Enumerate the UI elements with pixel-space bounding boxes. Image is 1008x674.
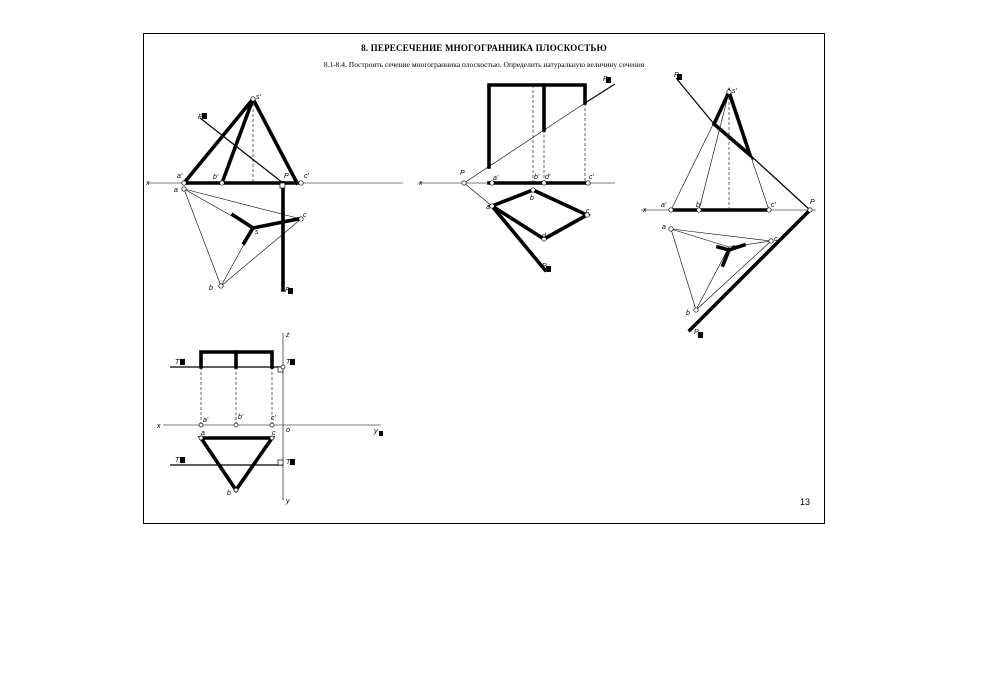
svg-text:b': b'	[696, 202, 702, 209]
page-title: 8. ПЕРЕСЕЧЕНИЕ МНОГОГРАННИКА ПЛОСКОСТЬЮ	[361, 43, 607, 53]
svg-text:P: P	[603, 76, 608, 83]
figure-8-2	[418, 76, 615, 272]
svg-text:b: b	[209, 285, 213, 292]
svg-text:a': a'	[493, 175, 499, 182]
svg-text:P: P	[674, 72, 679, 79]
svg-text:b': b'	[238, 414, 244, 421]
svg-text:P: P	[284, 173, 289, 180]
svg-text:P: P	[810, 199, 815, 206]
svg-text:x: x	[157, 423, 161, 430]
svg-text:o: o	[286, 427, 290, 434]
svg-text:c: c	[303, 212, 307, 219]
svg-text:b': b'	[534, 174, 540, 181]
svg-text:T: T	[286, 459, 291, 466]
svg-text:P: P	[285, 287, 290, 294]
svg-text:s: s	[255, 229, 259, 236]
svg-text:a: a	[662, 224, 666, 231]
svg-text:c: c	[272, 430, 276, 437]
page-number: 13	[799, 497, 810, 507]
svg-text:s': s'	[732, 88, 737, 95]
svg-text:b: b	[227, 490, 231, 497]
svg-text:T: T	[286, 359, 291, 366]
svg-text:a': a'	[661, 202, 667, 209]
svg-text:P: P	[460, 170, 465, 177]
svg-text:z: z	[286, 332, 290, 339]
svg-text:a: a	[486, 204, 490, 211]
svg-text:x: x	[419, 180, 423, 187]
svg-text:b: b	[686, 310, 690, 317]
svg-text:a: a	[174, 187, 178, 194]
svg-text:P: P	[198, 114, 203, 121]
svg-text:y: y	[374, 428, 378, 435]
svg-text:T: T	[175, 457, 180, 464]
figure-8-3	[641, 72, 816, 338]
svg-text:c': c'	[771, 202, 776, 209]
svg-text:a: a	[201, 430, 205, 437]
svg-text:s: s	[732, 244, 736, 251]
figure-8-4	[156, 332, 383, 505]
svg-text:d': d'	[545, 174, 551, 181]
x-label-fig1: x	[146, 180, 150, 187]
svg-text:T: T	[175, 359, 180, 366]
svg-text:a': a'	[203, 417, 209, 424]
svg-text:P: P	[694, 329, 699, 336]
svg-text:c: c	[586, 208, 590, 215]
svg-text:b': b'	[213, 174, 219, 181]
svg-text:c: c	[774, 236, 778, 243]
svg-text:a': a'	[177, 173, 183, 180]
svg-text:x: x	[643, 207, 647, 214]
svg-text:c': c'	[304, 173, 309, 180]
svg-text:b: b	[530, 195, 534, 202]
figure-8-1	[145, 94, 403, 294]
svg-text:c': c'	[589, 174, 594, 181]
svg-text:y: y	[286, 498, 290, 505]
page-subtitle: 8.1-8.4. Построить сечение многогранника плоскостью. Определить натуральную величину сечения	[323, 60, 645, 69]
svg-text:s': s'	[256, 94, 261, 101]
svg-text:P: P	[542, 263, 547, 270]
svg-text:d: d	[542, 233, 546, 240]
svg-text:c': c'	[271, 415, 276, 422]
